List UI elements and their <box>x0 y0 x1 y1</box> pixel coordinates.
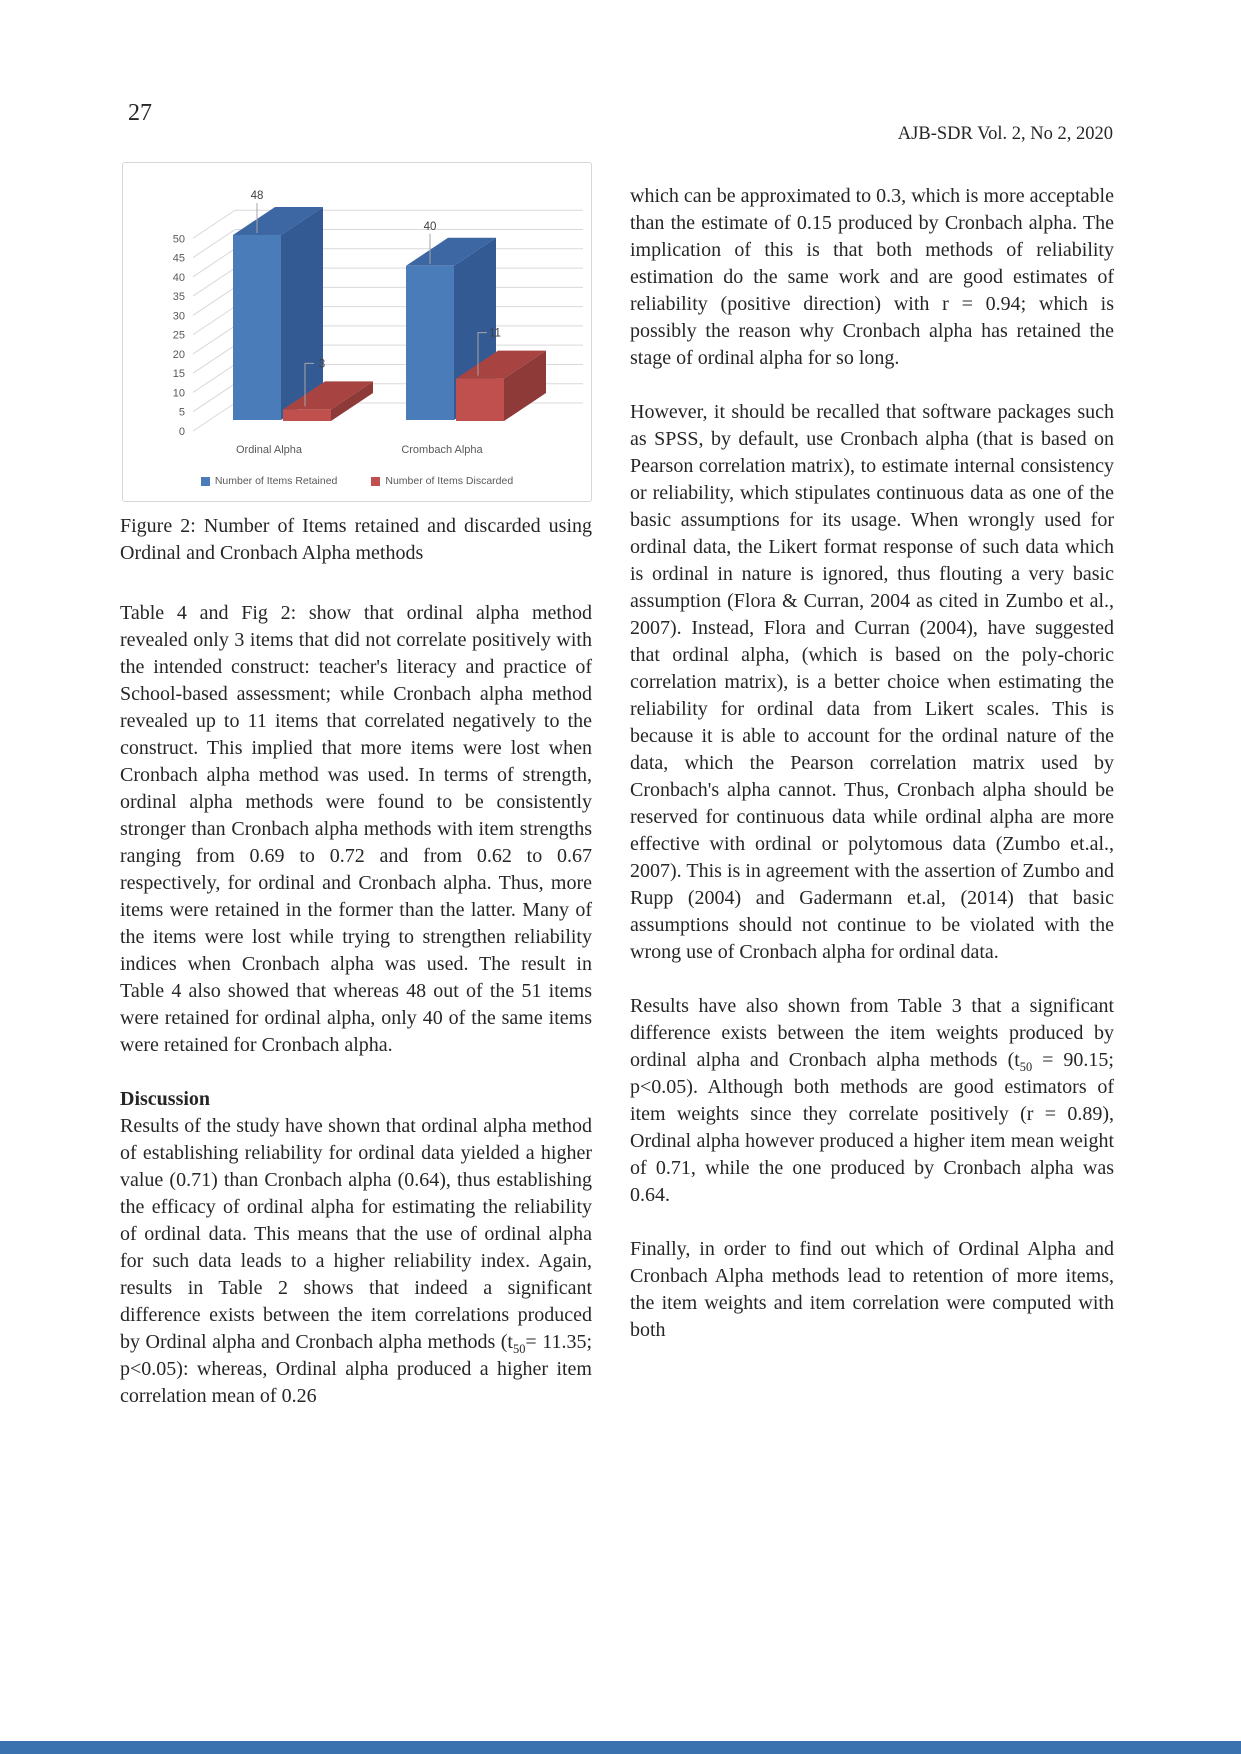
bar-chart-3d <box>123 163 591 501</box>
legend-label-retained: Number of Items Retained <box>214 475 338 487</box>
svg-text:25: 25 <box>172 329 185 342</box>
paragraph-approximation: which can be approximated to 0.3, which is more acceptable than the estimate of 0.15 produced by Cronbach alpha. The implication of this is that both methods of reliability estimation do the same work and are good estimates of reliability (positive direction) with r = 0.94; which is possibly the reason why Cronbach alpha has retained the stage of ordinal alpha for so long. <box>630 185 1114 369</box>
discussion-heading: Discussion <box>120 1088 211 1110</box>
svg-text:Crombach Alpha: Crombach Alpha <box>401 444 483 456</box>
paragraph-finally: Finally, in order to find out which of Ordinal Alpha and Cronbach Alpha methods lead to retention of more items, the item weights and item correlation were computed with both <box>630 1238 1114 1341</box>
paragraph-results-items: Table 4 and Fig 2: show that ordinal alpha method revealed only 3 items that did not correlate positively with the intended construct: teacher's literacy and practice of School-based assessment; while Cronbach alpha method revealed up to 11 items that correlated negatively to the construct. This implied that more items were lost when Cronbach alpha method was used. In terms of strength, ordinal alpha methods were found to be consistently stronger than Cronbach alpha methods with item strengths ranging from 0.69 to 0.72 and from 0.62 to 0.67 respectively, for ordinal and Cronbach alpha. Thus, more items were retained in the former than the latter. Many of the items were lost while trying to strengthen reliability indices when Cronbach alpha was used. The result in Table 4 also showed that whereas 48 out of the 51 items were retained for ordinal alpha, only 40 of the same items were retained for Cronbach alpha. <box>120 602 592 1056</box>
svg-text:40: 40 <box>172 271 185 284</box>
t50-subscript: 50 <box>1019 1060 1033 1074</box>
svg-text:45: 45 <box>172 252 185 265</box>
paragraph-spss-discussion: However, it should be recalled that software packages such as SPSS, by default, use Cronbach alpha (that is based on Pearson correlation matrix), to estimate internal consistency or reliability, which stipulates continuous data as one of the basic assumptions for its usage. When wrongly used for ordinal data, the Likert format response of such data which is ordinal in nature is ignored, thus flouting a very basic assumption (Flora & Curran, 2004 as cited in Zumbo et al., 2007). Instead, Flora and Curran (2004), have suggested that ordinal alpha, (which is based on the poly-choric correlation matrix), is a better choice when estimating the reliability for ordinal data from Likert scales. This is because it is able to account for the ordinal nature of the data, which the Pearson correlation matrix used by Cronbach's alpha cannot. Thus, Cronbach alpha should be reserved for continuous data while ordinal alpha are more effective with ordinal or polytomous data (Zumbo et.al., 2007). This is in agreement with the assertion of Zumbo and Rupp (2004) and Gadermann et.al, (2014) that basic assumptions should not continue to be violated with the wrong use of Cronbach alpha for ordinal data. <box>630 401 1114 963</box>
text-run: Results have also shown from Table 3 that a significant difference exists between the item weights produced by ordinal alpha and Cronbach alpha methods (t <box>630 995 1114 1071</box>
svg-text:50: 50 <box>172 233 185 246</box>
svg-text:0: 0 <box>178 426 185 438</box>
text-run: = 11.35; p<0.05): whereas, Ordinal alpha produced a higher item correlation mean of 0.26 <box>120 1331 593 1407</box>
svg-text:Ordinal Alpha: Ordinal Alpha <box>235 444 303 456</box>
paragraph-discussion-body <box>120 1113 592 1410</box>
page-number: 27 <box>128 100 152 126</box>
t50-subscript: 50 <box>513 1342 526 1356</box>
figure-caption: Figure 2: Number of Items retained and discarded using Ordinal and Cronbach Alpha methods <box>120 515 592 564</box>
svg-text:48: 48 <box>250 189 264 202</box>
chart-legend <box>123 475 591 487</box>
svg-text:30: 30 <box>172 310 185 323</box>
right-column <box>630 183 1114 1371</box>
text-run: = 90.15; p<0.05). Although both methods are good estimators of item weights since they correlate positively (r = 0.89), Ordinal alpha however produced a higher item mean weight of 0.71, while the one produced by Cronbach alpha was 0.64. <box>630 1049 1114 1206</box>
svg-text:20: 20 <box>172 348 185 361</box>
svg-text:3: 3 <box>318 358 326 371</box>
figure2-chart <box>122 162 592 502</box>
text-run: Results of the study have shown that ordinal alpha method of establishing reliability for ordinal data yielded a higher value (0.71) than Cronbach alpha (0.64), thus establishing the efficacy of ordinal alpha for estimating the reliability of ordinal data. This means that the use of ordinal alpha for such data leads to a higher reliability index. Again, results in Table 2 shows that indeed a significant difference exists between the item correlations produced by Ordinal alpha and Cronbach alpha methods (t <box>120 1115 592 1353</box>
legend-label-discarded: Number of Items Discarded <box>385 475 514 487</box>
legend-item-retained <box>201 475 338 487</box>
paragraph-table3-results <box>630 993 1114 1209</box>
svg-text:11: 11 <box>489 327 501 340</box>
footer-accent-bar <box>0 1741 1241 1754</box>
left-column <box>120 513 592 1437</box>
svg-text:35: 35 <box>172 291 185 304</box>
legend-swatch-discarded-icon <box>371 477 380 486</box>
legend-item-discarded <box>371 475 513 487</box>
svg-text:15: 15 <box>172 368 185 381</box>
legend-swatch-retained-icon <box>201 477 210 486</box>
svg-text:5: 5 <box>178 406 185 419</box>
journal-header: AJB-SDR Vol. 2, No 2, 2020 <box>897 124 1113 144</box>
svg-text:40: 40 <box>423 220 437 233</box>
svg-text:10: 10 <box>172 387 185 400</box>
